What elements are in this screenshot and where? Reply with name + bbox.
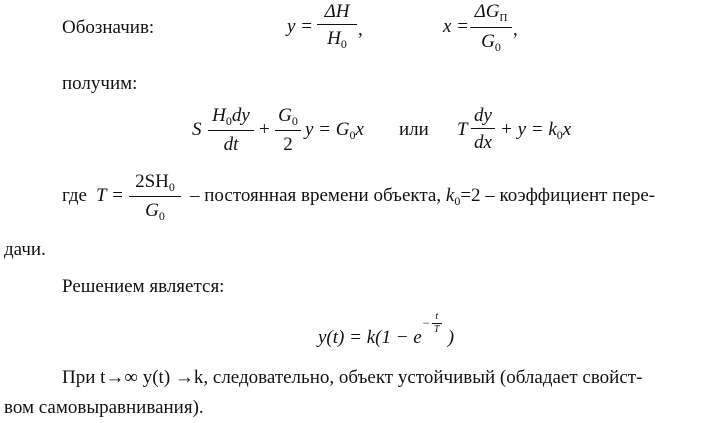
y-fraction-denominator: H [327,28,341,49]
subscript: 0 [454,194,461,208]
eq-fraction-h0dy-dt [208,106,254,154]
eq-fraction-g0-2 [275,106,301,154]
numerator-part: dy [231,105,250,126]
subscript: 0 [556,128,563,142]
where-word: где [62,185,87,206]
fraction-bar [275,130,301,131]
obtain-label: получим: [62,73,138,94]
subscript: 0 [349,128,356,142]
formula-close: ) [447,327,455,348]
eq-fraction-dy-dx [471,106,495,152]
denominator: dx [474,132,492,153]
plus-sign: + [259,119,270,140]
k-symbol: k [445,185,455,206]
formula-main: y(t) = k(1 − e [318,327,422,348]
exponent-minus: − [422,316,430,330]
fraction-bar [471,128,495,129]
subscript: 0 [494,40,501,54]
or-word: или [399,119,429,140]
fraction-bar [470,27,512,28]
subscript: П [499,12,508,24]
solution-formula [318,311,455,348]
conclusion-line-2: вом самовыравнивания). [4,397,204,418]
denominator: 2 [283,134,293,155]
y-fraction-numerator: ΔH [324,1,350,22]
fraction-bar [129,196,181,197]
T-definition-lhs: T = [96,185,124,206]
subscript: 0 [168,180,175,194]
subscript: 0 [225,114,232,128]
continuation-text: дачи. [4,239,46,260]
denominator: G [145,200,159,221]
numerator-part: H [212,105,226,126]
x-definition-lhs: x = [443,16,470,37]
numerator: 2SH [135,171,169,192]
T-definition-fraction [129,172,181,222]
fraction-bar [208,130,254,131]
comma: , [358,19,363,40]
eq-text: y = G [305,119,350,140]
designation-label: Обозначив: [62,17,155,38]
exponent-denominator: T [433,324,440,335]
exponent [422,311,448,343]
eq-text: + y = k [500,119,557,140]
comma: , [513,19,518,40]
numerator: dy [474,105,492,126]
subscript: 0 [340,37,347,51]
eq-tail [500,120,571,141]
x-definition-fraction [470,2,512,53]
x-fraction-numerator: ΔG [474,1,500,22]
denominator: dt [223,134,239,155]
gain-text: =2 – коэффициент пере- [460,185,656,206]
eq-S: S [192,119,202,140]
eq-text: x [562,119,572,140]
x-fraction-denominator: G [481,31,495,52]
solution-label: Решением является: [62,276,225,297]
fraction-bar [317,24,357,25]
subscript: 0 [158,209,165,223]
where-description [190,186,655,207]
y-definition-lhs: y = [287,16,314,37]
exponent-numerator: t [435,311,439,322]
eq-T: T [457,119,468,140]
time-constant-text: – постоянная времени объекта, [190,185,442,206]
eq-rhs [305,120,364,141]
eq-text: x [355,119,364,140]
conclusion-line-1: При t→∞ y(t) →k, следовательно, объект устойчивый (обладает свойст- [62,367,643,388]
y-definition-fraction [317,2,357,50]
subscript: 0 [291,114,298,128]
numerator: G [278,105,292,126]
